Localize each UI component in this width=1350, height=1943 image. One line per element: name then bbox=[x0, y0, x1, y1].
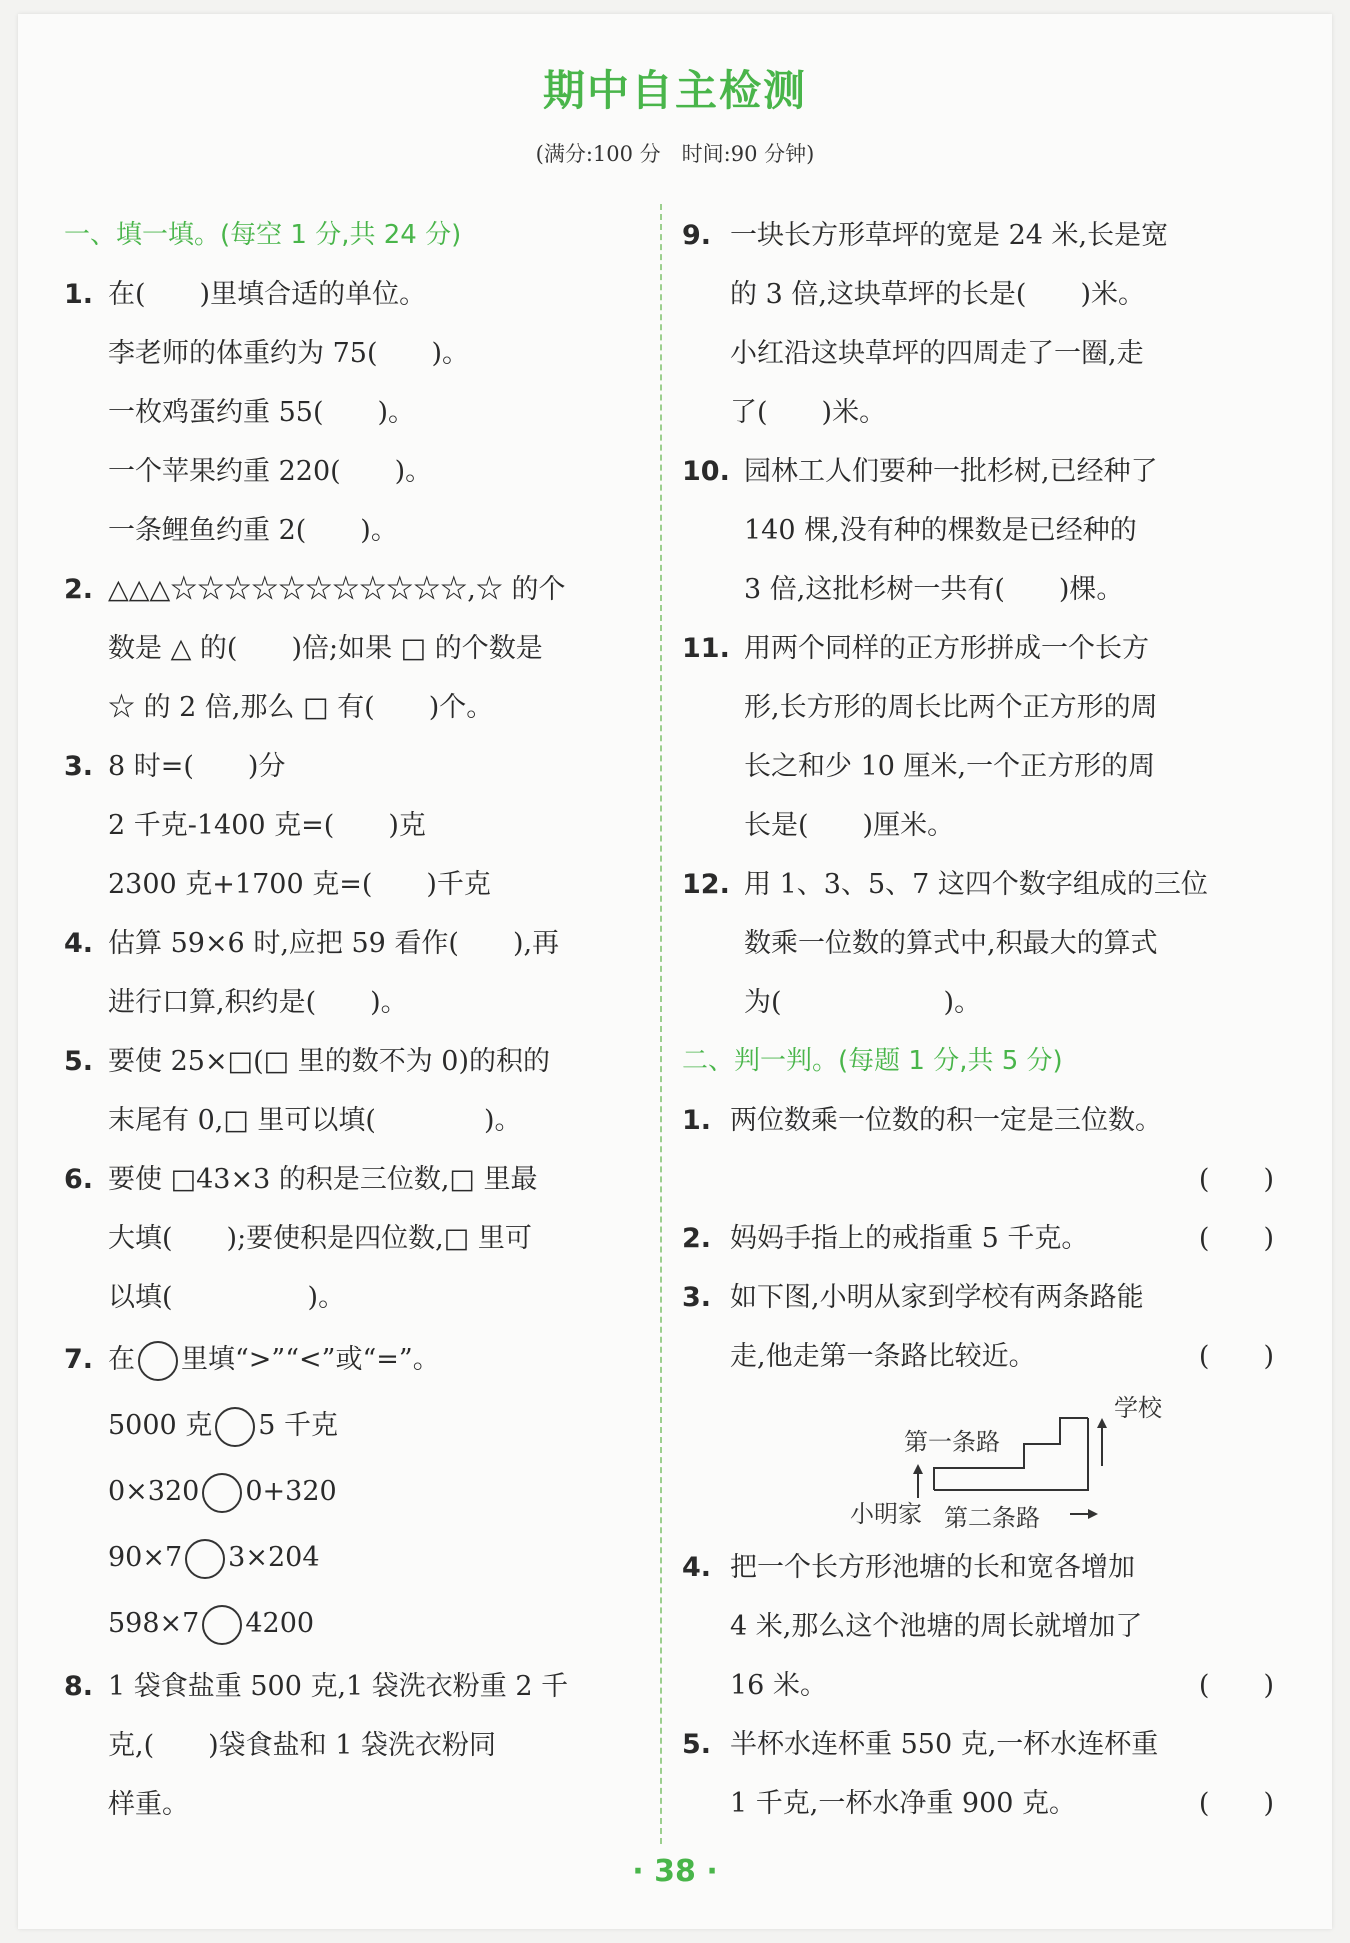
question-text: 4 米,那么这个池塘的周长就增加了 bbox=[730, 1611, 1143, 1642]
question-number: 7. bbox=[64, 1344, 94, 1375]
question-number: 3. bbox=[64, 751, 94, 782]
question-3 bbox=[64, 737, 654, 914]
question-text: 长是( )厘米。 bbox=[744, 810, 955, 841]
compare-item bbox=[64, 1591, 654, 1657]
worksheet-page bbox=[18, 14, 1332, 1929]
question-text: 一块长方形草坪的宽是 24 米,长是宽 bbox=[730, 220, 1169, 251]
compare-circle-icon[interactable] bbox=[215, 1407, 255, 1447]
answer-paren[interactable]: ( ) bbox=[1198, 1223, 1274, 1254]
question-text: ☆ 的 2 倍,那么 □ 有( )个。 bbox=[108, 692, 494, 723]
question-text: 样重。 bbox=[108, 1789, 189, 1820]
question-text: 估算 59×6 时,应把 59 看作( ),再 bbox=[108, 928, 560, 959]
question-12 bbox=[682, 855, 1282, 1032]
question-text: 3 倍,这批杉树一共有( )棵。 bbox=[744, 574, 1124, 605]
compare-circle-icon bbox=[138, 1341, 178, 1381]
compare-right: 4200 bbox=[245, 1608, 315, 1639]
question-number: 6. bbox=[64, 1164, 94, 1195]
question-text: 用 1、3、5、7 这四个数字组成的三位 bbox=[744, 869, 1208, 900]
left-column bbox=[64, 206, 654, 1834]
compare-circle-icon[interactable] bbox=[202, 1605, 242, 1645]
label-route2: 第二条路 bbox=[944, 1504, 1040, 1532]
label-home: 小明家 bbox=[850, 1500, 922, 1528]
arrowhead-icon bbox=[1088, 1509, 1098, 1519]
question-11 bbox=[682, 619, 1282, 855]
question-text: 半杯水连杯重 550 克,一杯水连杯重 bbox=[730, 1729, 1159, 1760]
judge-2 bbox=[682, 1209, 1282, 1268]
question-8 bbox=[64, 1657, 654, 1834]
question-text: 要使 □43×3 的积是三位数,□ 里最 bbox=[108, 1164, 538, 1195]
question-text: 140 棵,没有种的棵数是已经种的 bbox=[744, 515, 1137, 546]
label-route1: 第一条路 bbox=[904, 1428, 1000, 1456]
question-number: 3. bbox=[682, 1282, 712, 1313]
question-number: 2. bbox=[682, 1223, 712, 1254]
compare-right: 3×204 bbox=[228, 1542, 320, 1573]
question-text: 末尾有 0,□ 里可以填( )。 bbox=[108, 1105, 522, 1136]
compare-left: 5000 克 bbox=[108, 1410, 213, 1441]
compare-right: 5 千克 bbox=[258, 1410, 339, 1441]
question-number: 12. bbox=[682, 869, 730, 900]
question-number: 5. bbox=[682, 1729, 712, 1760]
question-text: 了( )米。 bbox=[730, 397, 887, 428]
question-text: 两位数乘一位数的积一定是三位数。 bbox=[730, 1105, 1162, 1136]
question-number: 4. bbox=[64, 928, 94, 959]
question-6 bbox=[64, 1150, 654, 1327]
question-text: 2300 克+1700 克=( )千克 bbox=[108, 869, 491, 900]
compare-left: 598×7 bbox=[108, 1608, 200, 1639]
question-text: 如下图,小明从家到学校有两条路能 bbox=[730, 1282, 1144, 1313]
compare-circle-icon[interactable] bbox=[185, 1539, 225, 1579]
page-subtitle: (满分:100 分 时间:90 分钟) bbox=[535, 142, 815, 166]
question-text: 大填( );要使积是四位数,□ 里可 bbox=[108, 1223, 532, 1254]
question-text: 一个苹果约重 220( )。 bbox=[108, 456, 433, 487]
question-text: 在 bbox=[108, 1344, 135, 1375]
question-number: 5. bbox=[64, 1046, 94, 1077]
question-text: 进行口算,积约是( )。 bbox=[108, 987, 408, 1018]
compare-item bbox=[64, 1459, 654, 1525]
section1-heading: 一、填一填。(每空 1 分,共 24 分) bbox=[64, 220, 462, 250]
question-text: 园林工人们要种一批杉树,已经种了 bbox=[744, 456, 1158, 487]
page-number: · 38 · bbox=[632, 1854, 718, 1889]
judge-5 bbox=[682, 1715, 1282, 1833]
answer-paren[interactable]: ( ) bbox=[1198, 1341, 1274, 1372]
compare-circle-icon[interactable] bbox=[202, 1473, 242, 1513]
column-divider bbox=[660, 204, 662, 1844]
question-text: 李老师的体重约为 75( )。 bbox=[108, 338, 470, 369]
question-5 bbox=[64, 1032, 654, 1150]
question-text: 为( )。 bbox=[744, 987, 982, 1018]
question-text: 的 3 倍,这块草坪的长是( )米。 bbox=[730, 279, 1145, 310]
question-1 bbox=[64, 265, 654, 560]
label-school: 学校 bbox=[1114, 1394, 1162, 1422]
question-7 bbox=[64, 1327, 654, 1657]
question-text: 里填“>”“<”或“=”。 bbox=[181, 1344, 440, 1375]
route-diagram-svg bbox=[682, 1386, 1282, 1538]
question-text: 以填( )。 bbox=[108, 1282, 346, 1313]
judge-1 bbox=[682, 1091, 1282, 1209]
question-number: 8. bbox=[64, 1671, 94, 1702]
question-text: 形,长方形的周长比两个正方形的周 bbox=[744, 692, 1158, 723]
question-9 bbox=[682, 206, 1282, 442]
question-text: 用两个同样的正方形拼成一个长方 bbox=[744, 633, 1149, 664]
page-title: 期中自主检测 bbox=[542, 66, 807, 115]
question-10 bbox=[682, 442, 1282, 619]
compare-right: 0+320 bbox=[245, 1476, 337, 1507]
question-text: 要使 25×□(□ 里的数不为 0)的积的 bbox=[108, 1046, 550, 1077]
question-text: 长之和少 10 厘米,一个正方形的周 bbox=[744, 751, 1156, 782]
question-text: 2 千克-1400 克=( )克 bbox=[108, 810, 426, 841]
right-column bbox=[682, 206, 1282, 1833]
question-text: 小红沿这块草坪的四周走了一圈,走 bbox=[730, 338, 1144, 369]
question-number: 1. bbox=[682, 1105, 712, 1136]
question-text: 16 米。 bbox=[730, 1670, 827, 1701]
compare-left: 90×7 bbox=[108, 1542, 183, 1573]
question-text: 在( )里填合适的单位。 bbox=[108, 279, 427, 310]
question-number: 11. bbox=[682, 633, 730, 664]
answer-paren[interactable]: ( ) bbox=[1198, 1164, 1274, 1195]
question-number: 1. bbox=[64, 279, 94, 310]
question-number: 2. bbox=[64, 574, 94, 605]
route-diagram bbox=[682, 1386, 1282, 1538]
question-text: 1 袋食盐重 500 克,1 袋洗衣粉重 2 千 bbox=[108, 1671, 569, 1702]
question-text: 数是 △ 的( )倍;如果 □ 的个数是 bbox=[108, 633, 543, 664]
question-text: 克,( )袋食盐和 1 袋洗衣粉同 bbox=[108, 1730, 496, 1761]
question-text: 一条鲤鱼约重 2( )。 bbox=[108, 515, 398, 546]
question-text: 妈妈手指上的戒指重 5 千克。 bbox=[730, 1223, 1089, 1254]
question-4 bbox=[64, 914, 654, 1032]
question-number: 4. bbox=[682, 1552, 712, 1583]
question-2 bbox=[64, 560, 654, 737]
arrowhead-icon bbox=[1097, 1418, 1107, 1428]
question-text: 把一个长方形池塘的长和宽各增加 bbox=[730, 1552, 1135, 1583]
compare-item bbox=[64, 1525, 654, 1591]
arrowhead-icon bbox=[913, 1464, 923, 1474]
answer-paren[interactable]: ( ) bbox=[1198, 1788, 1274, 1819]
question-text: 数乘一位数的算式中,积最大的算式 bbox=[744, 928, 1158, 959]
compare-item bbox=[64, 1393, 654, 1459]
answer-paren[interactable]: ( ) bbox=[1198, 1670, 1274, 1701]
question-text: 走,他走第一条路比较近。 bbox=[730, 1341, 1036, 1372]
judge-4 bbox=[682, 1538, 1282, 1715]
question-text: △△△☆☆☆☆☆☆☆☆☆☆☆,☆ 的个 bbox=[108, 574, 566, 605]
question-number: 9. bbox=[682, 220, 712, 251]
compare-left: 0×320 bbox=[108, 1476, 200, 1507]
question-text: 一枚鸡蛋约重 55( )。 bbox=[108, 397, 416, 428]
question-text: 8 时=( )分 bbox=[108, 751, 286, 782]
question-text: 1 千克,一杯水净重 900 克。 bbox=[730, 1788, 1077, 1819]
section2-heading: 二、判一判。(每题 1 分,共 5 分) bbox=[682, 1046, 1063, 1076]
page-number-value: 38 bbox=[654, 1854, 696, 1889]
question-number: 10. bbox=[682, 456, 730, 487]
judge-3 bbox=[682, 1268, 1282, 1538]
